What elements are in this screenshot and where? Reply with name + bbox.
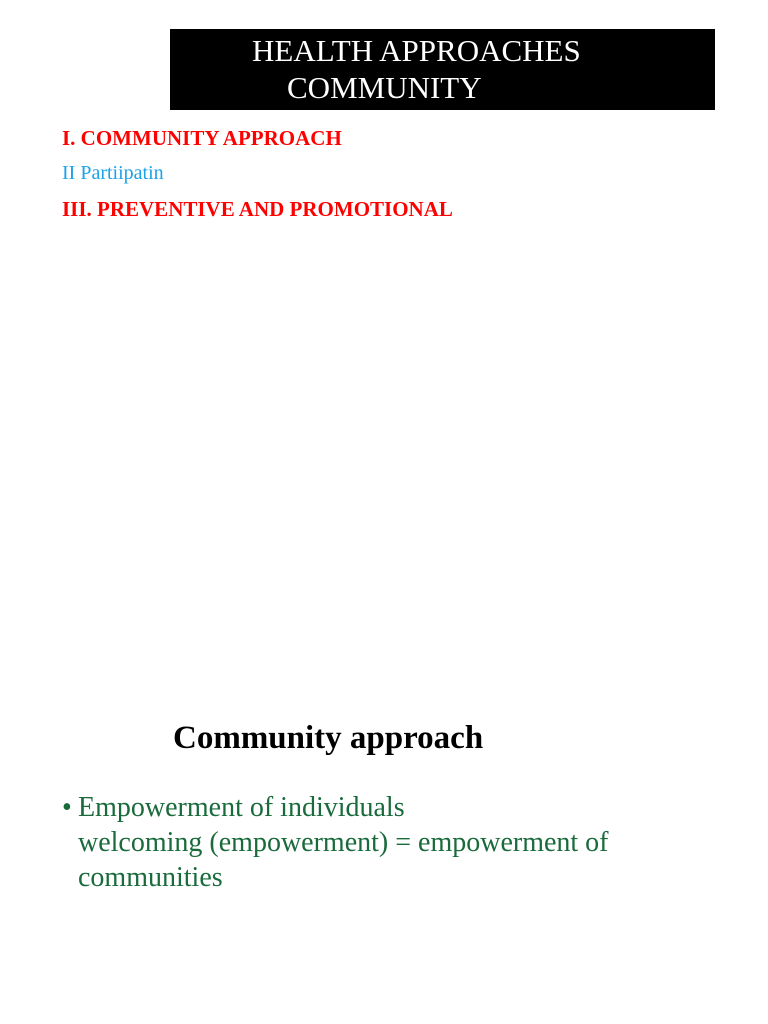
bullet-line: welcoming (empowerment) = empowerment of xyxy=(78,827,609,858)
title-line-1: HEALTH APPROACHES xyxy=(252,33,581,68)
bullet-line: communities xyxy=(78,862,223,893)
section-heading: Community approach xyxy=(173,720,484,756)
outline-item-participation: II Partiipatin xyxy=(62,162,164,184)
bullet-line: Empowerment of individuals xyxy=(78,792,405,823)
title-line-2: COMMUNITY xyxy=(287,70,482,105)
outline-item-preventive-promotional: III. PREVENTIVE AND PROMOTIONAL xyxy=(62,197,453,221)
slide-2 xyxy=(0,512,768,1024)
outline-item-community-approach: I. COMMUNITY APPROACH xyxy=(62,126,342,150)
bullet-dot: • xyxy=(62,792,72,823)
title-banner xyxy=(170,29,715,110)
bullet-text xyxy=(78,790,609,895)
